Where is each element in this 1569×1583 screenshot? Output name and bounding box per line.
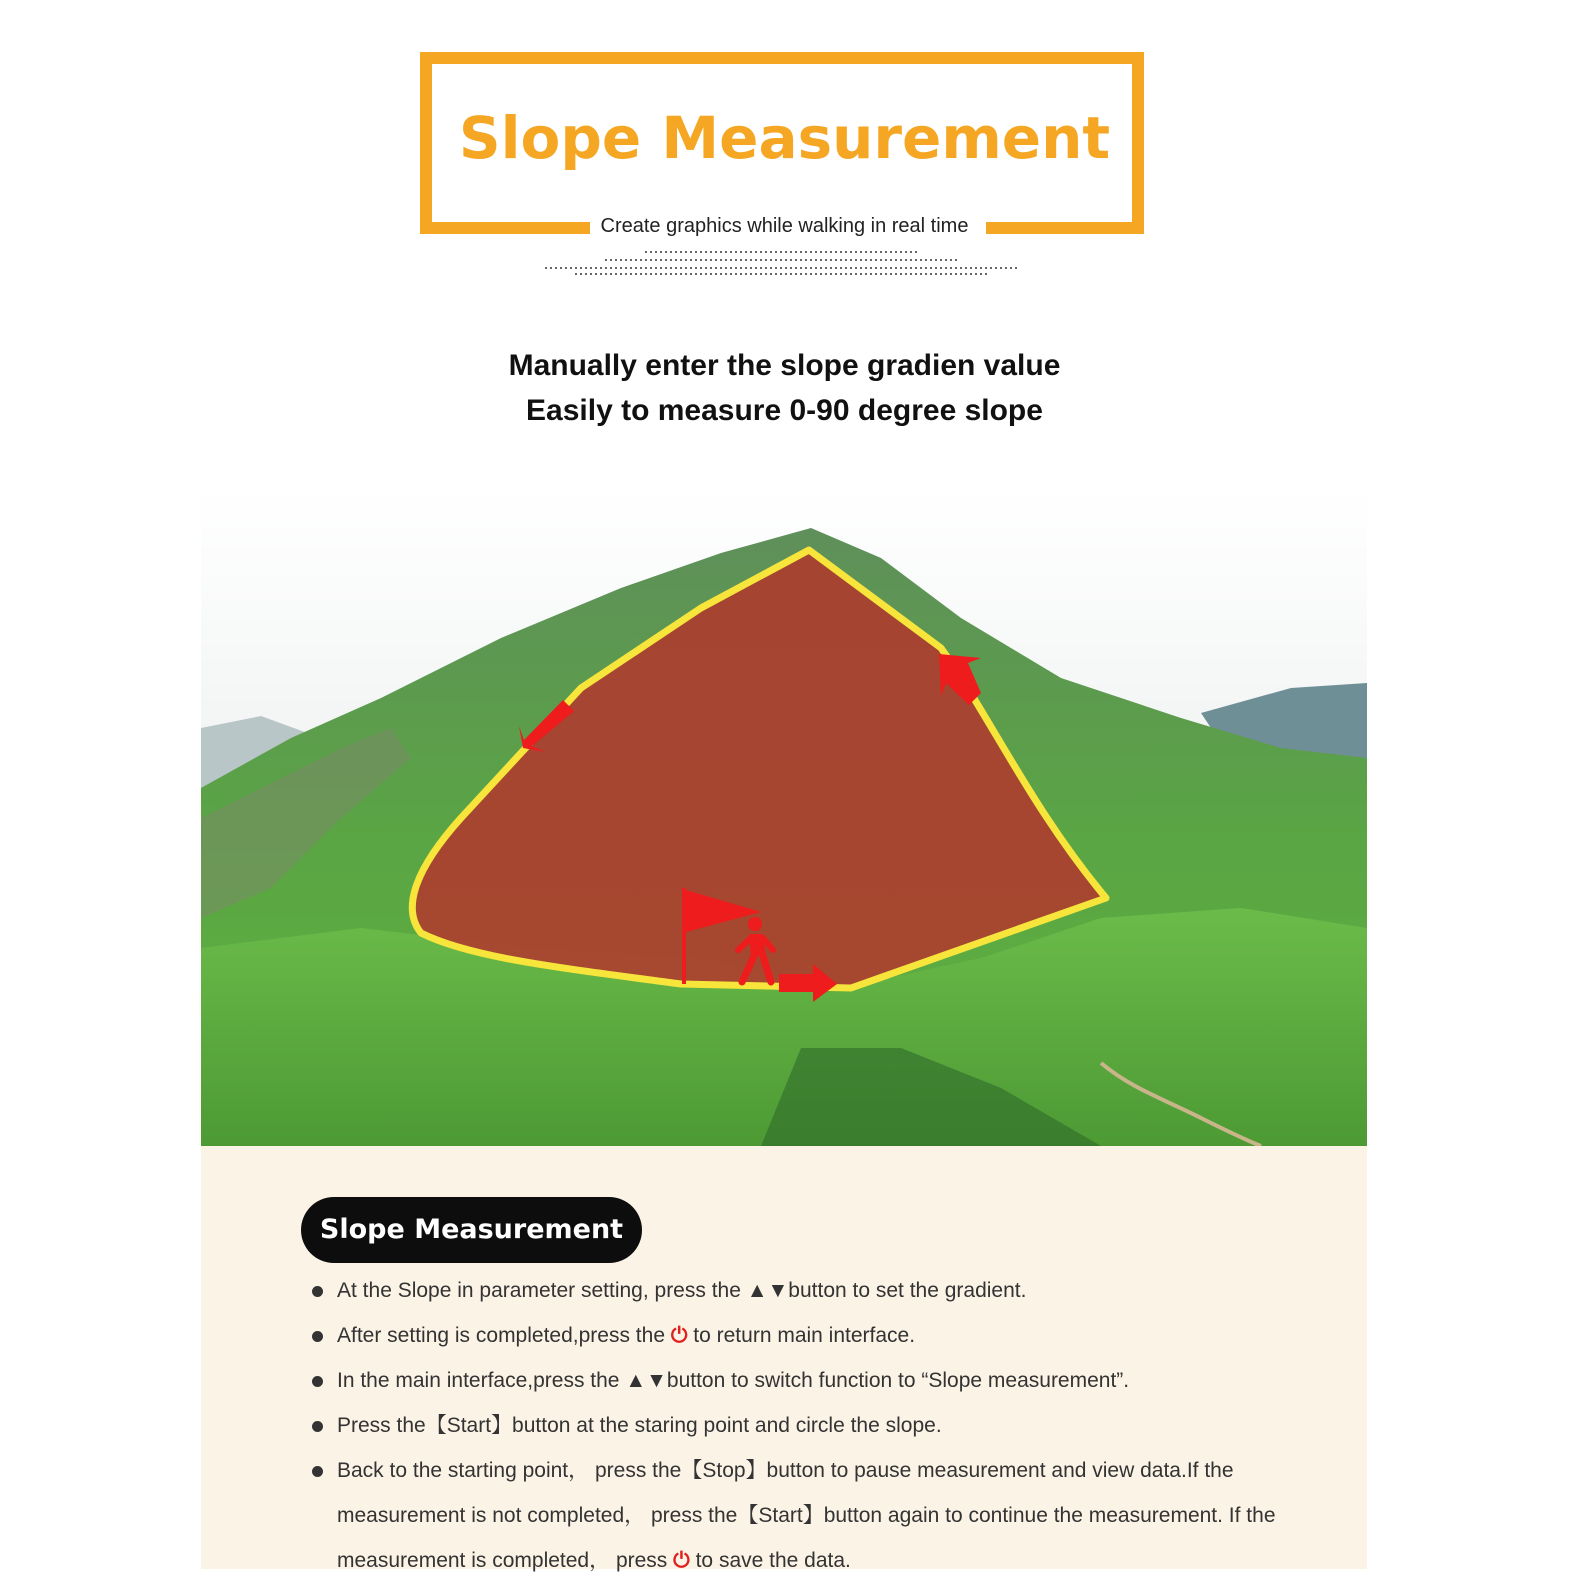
mountain-photo (201, 488, 1367, 1146)
bullet-icon (312, 1466, 323, 1477)
headline (0, 343, 1569, 433)
decorative-dots (545, 248, 1020, 276)
list-item (309, 1268, 1309, 1313)
instruction-text: At the Slope in parameter setting, press the ▲▼button to set the gradient. (337, 1279, 1027, 1302)
instruction-text: Press the【Start】button at the staring point and circle the slope. (337, 1414, 942, 1437)
bullet-icon (312, 1331, 323, 1342)
info-panel (201, 1146, 1367, 1572)
instruction-text-pre: After setting is completed,press the (337, 1324, 671, 1347)
list-item (309, 1313, 1309, 1358)
headline-line-1: Manually enter the slope gradien value (508, 349, 1061, 382)
mountain-illustration (201, 488, 1367, 1146)
power-icon: ⏻ (673, 1549, 690, 1572)
bullet-icon (312, 1421, 323, 1432)
instruction-text-post: to return main interface. (687, 1324, 916, 1347)
section-label: Slope Measurement (301, 1197, 642, 1263)
bullet-icon (312, 1286, 323, 1297)
bullet-icon (312, 1376, 323, 1387)
list-item (309, 1448, 1309, 1583)
instruction-text-pre: Back to the starting point， press the【Stop】button to pause measurement and view data.If the measurement is not completed， press the【Start】button again to continue the measurement. If the measurement is completed， press (337, 1459, 1276, 1572)
list-item (309, 1403, 1309, 1448)
instruction-text: In the main interface,press the ▲▼button to switch function to “Slope measurement”. (337, 1369, 1130, 1392)
list-item (309, 1358, 1309, 1403)
power-icon: ⏻ (670, 1324, 688, 1347)
headline-line-2: Easily to measure 0-90 degree slope (526, 394, 1043, 427)
page-subtitle: Create graphics while walking in real time (600, 215, 969, 237)
page-title: Slope Measurement (458, 104, 1111, 172)
instruction-list (309, 1268, 1309, 1583)
instruction-text-post: to save the data. (689, 1549, 851, 1572)
